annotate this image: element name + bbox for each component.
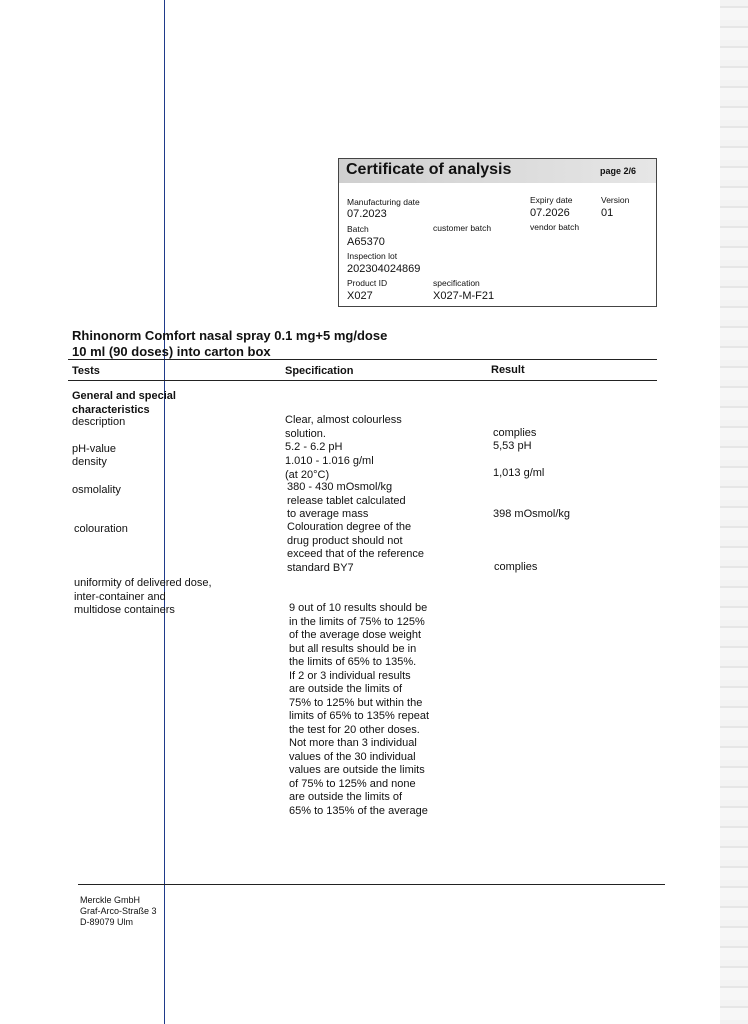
customer-batch-label: customer batch: [433, 223, 492, 233]
scan-vertical-line: [164, 0, 165, 1024]
certificate-box: [338, 158, 657, 307]
scan-edge: [720, 0, 748, 1024]
vendor-batch-label: vendor batch: [530, 222, 580, 232]
test-description: description: [72, 416, 126, 428]
specification-header: Specification: [285, 365, 354, 377]
result-header: Result: [491, 364, 525, 376]
spec-density: 1.010 - 1.016 g/ml (at 20°C): [285, 455, 374, 481]
batch-label: Batch: [347, 224, 369, 234]
section-heading: General and special characteristics: [72, 390, 176, 416]
result-ph: 5,53 pH: [493, 440, 532, 452]
manufacturing-date-label: Manufacturing date: [347, 197, 420, 207]
page-number: page 2/6: [599, 166, 636, 176]
test-colouration: colouration: [74, 523, 128, 535]
company-street: Graf-Arco-Straße 3: [80, 906, 157, 916]
result-density: 1,013 g/ml: [493, 467, 545, 479]
test-density: density: [72, 456, 107, 468]
product-title-line-1: Rhinonorm Comfort nasal spray 0.1 mg+5 mg/dose: [72, 328, 388, 343]
product-title-line-2: 10 ml (90 doses) into carton box: [72, 344, 271, 359]
result-colouration: complies: [494, 561, 538, 573]
table-top-rule: [68, 359, 657, 360]
spec-osmolality: 380 - 430 mOsmol/kg release tablet calculated to average mass: [287, 481, 406, 520]
tests-header: Tests: [72, 365, 100, 377]
certificate-title: Certificate of analysis: [346, 161, 512, 178]
test-ph: pH-value: [72, 443, 117, 455]
spec-description: Clear, almost colourless solution.: [285, 414, 402, 440]
company-city: D-89079 Ulm: [80, 917, 134, 927]
result-description: complies: [493, 427, 537, 439]
footer-rule: [78, 884, 665, 885]
inspection-lot-value: 202304024869: [347, 263, 421, 275]
company-name: Merckle GmbH: [80, 895, 141, 905]
product-id-label: Product ID: [347, 278, 388, 288]
version-value: 01: [601, 207, 614, 219]
inspection-lot-label: Inspection lot: [347, 251, 398, 261]
test-uniformity: uniformity of delivered dose, inter-container and multidose containers: [74, 577, 212, 616]
expiry-date-label: Expiry date: [530, 195, 573, 205]
table-header-rule: [68, 380, 657, 381]
test-osmolality: osmolality: [72, 484, 121, 496]
spec-colouration: Colouration degree of the drug product should not exceed that of the reference standard BY7: [287, 521, 424, 574]
result-osmolality: 398 mOsmol/kg: [493, 508, 571, 520]
version-label: Version: [601, 195, 630, 205]
product-id-value: X027: [347, 290, 373, 302]
specification-value: X027-M-F21: [433, 290, 495, 302]
spec-uniformity: 9 out of 10 results should be in the limits of 75% to 125% of the average dose weight but all results should be in the limits of 65% to 135%. If 2 or 3 individual results are outside the limits of 75% to 125% but within the limits of 65% to 135% repeat the test for 20 other doses. Not more than 3 individual values of the 30 individual values are outside the limits of 75% to 125% and none are outside the limits of 65% to 135% of the average: [289, 602, 430, 817]
manufacturing-date-value: 07.2023: [347, 208, 387, 220]
batch-value: A65370: [347, 236, 385, 248]
specification-label: specification: [433, 278, 480, 288]
certificate-header: [339, 159, 656, 183]
spec-ph: 5.2 - 6.2 pH: [285, 441, 343, 453]
expiry-date-value: 07.2026: [530, 207, 570, 219]
company-address: [80, 895, 157, 928]
